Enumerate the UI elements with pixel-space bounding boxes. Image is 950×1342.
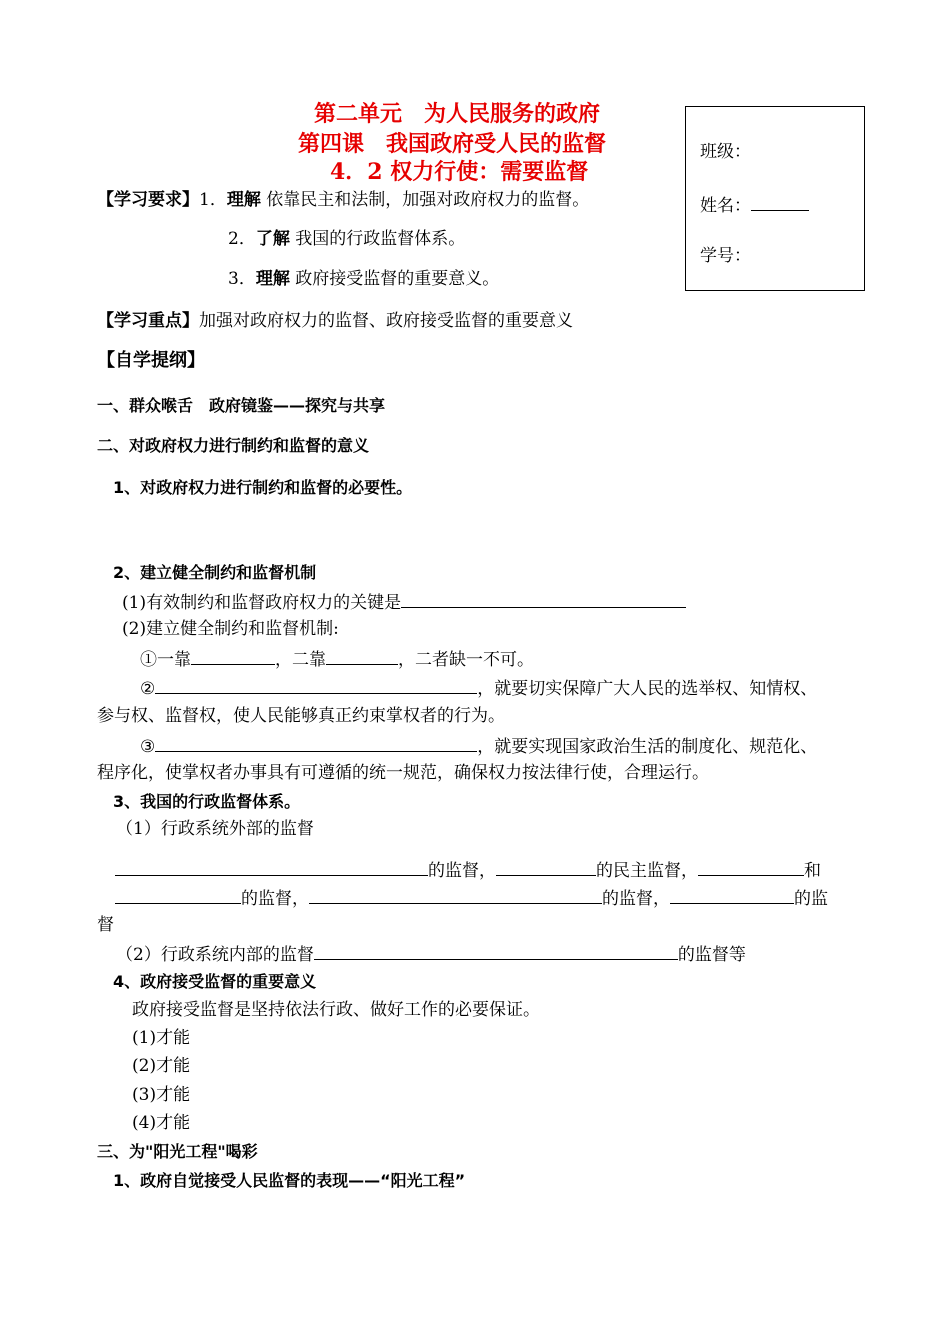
requirement-1: 【学习要求】1．理解 依靠民主和法制，加强对政府权力的监督。 xyxy=(97,190,590,210)
title-line-1: 第二单元 为人民服务的政府 xyxy=(314,101,601,127)
blank-8[interactable] xyxy=(115,886,241,904)
requirements-heading: 【学习要求】 xyxy=(97,190,199,210)
mechanism-item-2: ② ，就要切实保障广大人民的选举权、知情权、 xyxy=(140,676,817,700)
blank-1[interactable] xyxy=(191,647,275,665)
section-2-2-b: (2)建立健全制约和监督机制: xyxy=(122,619,339,639)
internal-supervision: （2）行政系统内部的监督 的监督等 xyxy=(116,942,746,966)
mechanism-item-3: ③ ，就要实现国家政治生活的制度化、规范化、 xyxy=(140,734,817,758)
section-2-2-heading: 2、建立健全制约和监督机制 xyxy=(113,563,317,582)
external-supervision-line-1: 的监督， 的民主监督， 和 xyxy=(115,858,821,882)
blank-3[interactable] xyxy=(155,676,477,694)
blank-6[interactable] xyxy=(496,858,596,876)
section-3-heading: 三、为"阳光工程"喝彩 xyxy=(97,1142,258,1161)
blank-9[interactable] xyxy=(309,886,602,904)
ability-2: (2)才能 xyxy=(132,1056,191,1076)
ability-4: (4)才能 xyxy=(132,1113,191,1133)
section-1-heading: 一、群众喉舌 政府镜鉴——探究与共享 xyxy=(97,396,386,415)
title-line-3: 4．2 权力行使：需要监督 xyxy=(330,159,589,185)
key-points: 【学习重点】加强对政府权力的监督、政府接受监督的重要意义 xyxy=(97,311,573,331)
section-2-4-heading: 4、政府接受监督的重要意义 xyxy=(113,972,317,991)
section-2-1-heading: 1、对政府权力进行制约和监督的必要性。 xyxy=(113,478,413,497)
external-supervision-label: （1）行政系统外部的监督 xyxy=(116,819,314,839)
ability-3: (3)才能 xyxy=(132,1085,191,1105)
external-supervision-line-2: 的监督， 的监督， 的监 xyxy=(115,886,828,910)
requirement-2: 2．了解 我国的行政监督体系。 xyxy=(228,229,466,249)
blank-4[interactable] xyxy=(155,734,477,752)
external-supervision-line-3: 督 xyxy=(97,915,114,935)
student-info-box xyxy=(685,106,865,291)
title-line-2: 第四课 我国政府受人民的监督 xyxy=(298,131,607,157)
section-2-2-a: (1)有效制约和监督政府权力的关键是 xyxy=(122,590,686,614)
key-blank[interactable] xyxy=(401,590,686,608)
ability-1: (1)才能 xyxy=(132,1028,191,1048)
blank-10[interactable] xyxy=(670,886,794,904)
section-2-heading: 二、对政府权力进行制约和监督的意义 xyxy=(97,436,370,455)
mechanism-item-2-cont: 参与权、监督权，使人民能够真正约束掌权者的行为。 xyxy=(97,706,505,726)
mechanism-item-3-cont: 程序化，使掌权者办事具有可遵循的统一规范，确保权力按法律行使，合理运行。 xyxy=(97,763,709,783)
class-label: 班级： xyxy=(700,142,751,162)
name-blank[interactable] xyxy=(751,193,809,211)
name-label: 姓名： xyxy=(700,191,809,216)
outline-heading: 【自学提纲】 xyxy=(97,350,205,371)
student-id-label: 学号： xyxy=(700,246,751,266)
key-points-heading: 【学习重点】 xyxy=(97,311,199,331)
blank-7[interactable] xyxy=(698,858,804,876)
mechanism-item-1: ①一靠 ，二靠 ，二者缺一不可。 xyxy=(140,647,534,671)
blank-2[interactable] xyxy=(326,647,398,665)
blank-11[interactable] xyxy=(314,942,678,960)
requirement-3: 3．理解 政府接受监督的重要意义。 xyxy=(228,269,500,289)
section-3-1-heading: 1、政府自觉接受人民监督的表现——“阳光工程” xyxy=(113,1171,466,1190)
blank-5[interactable] xyxy=(115,858,428,876)
section-2-3-heading: 3、我国的行政监督体系。 xyxy=(113,792,301,811)
section-2-4-intro: 政府接受监督是坚持依法行政、做好工作的必要保证。 xyxy=(132,1000,540,1020)
